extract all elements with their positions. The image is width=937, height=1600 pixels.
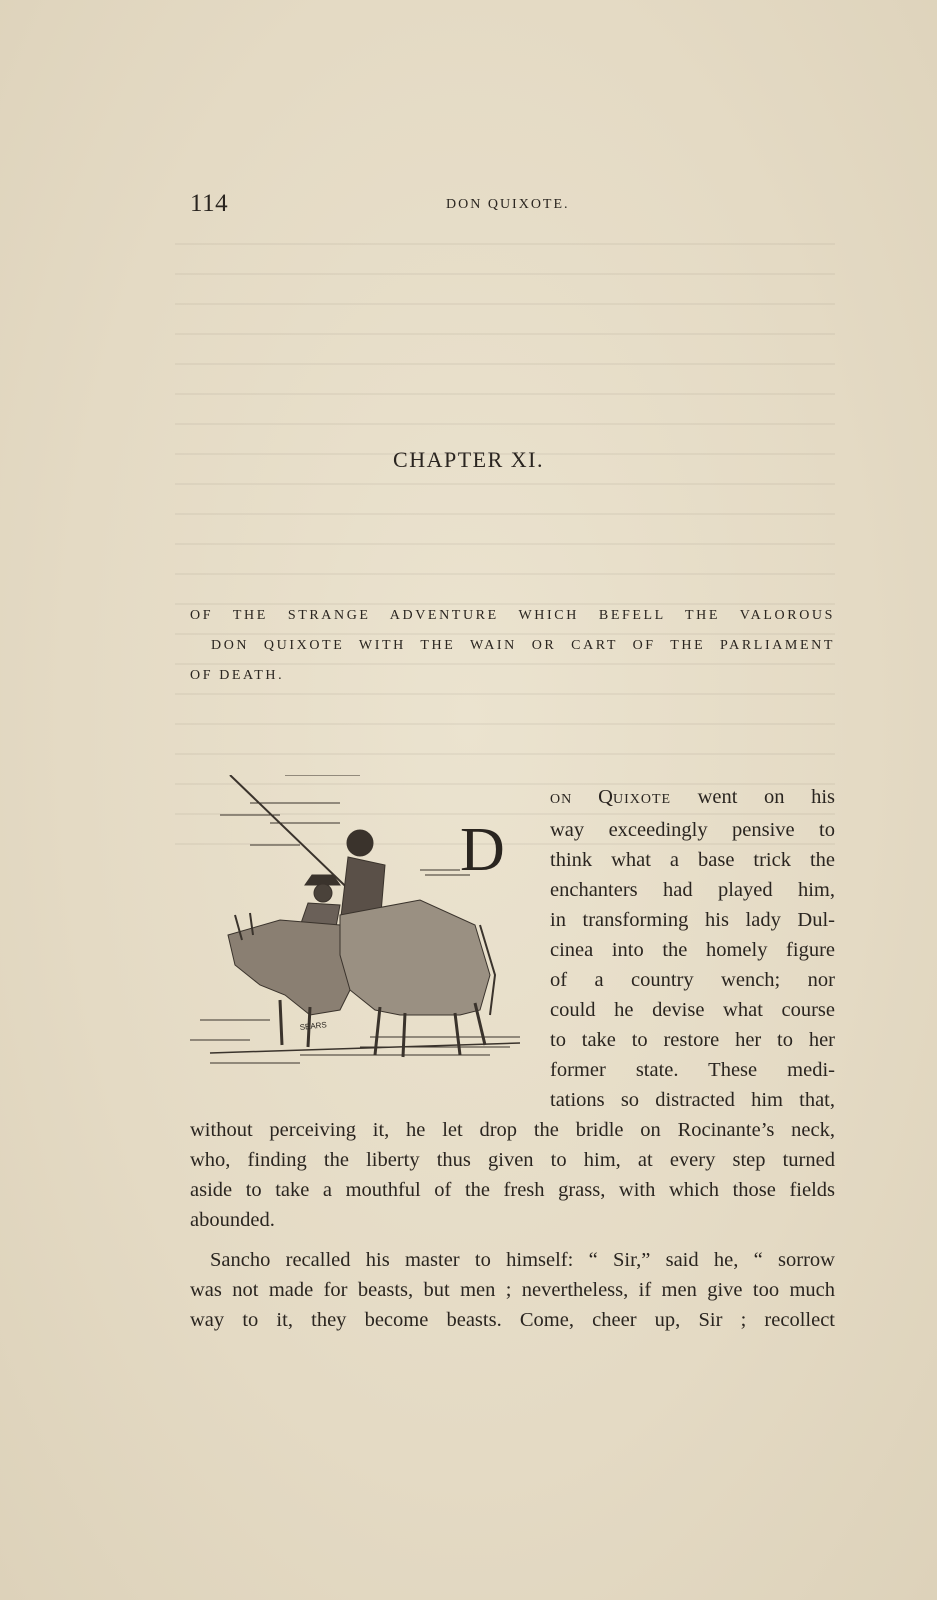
text-line: cinea into the homely figure <box>550 939 835 961</box>
page-number: 114 <box>190 190 229 217</box>
text-line: Sancho recalled his master to himself: “ Sir,” said he, “ sorrow <box>210 1249 835 1271</box>
text-line: abounded. <box>190 1209 275 1231</box>
text-line: without perceiving it, he let drop the bridle on Rocinante’s neck, <box>190 1119 835 1141</box>
text-line: way to it, they become beasts. Come, cheer up, Sir ; recollect <box>190 1309 835 1331</box>
paragraph-gap <box>190 1235 835 1245</box>
text-line: who, finding the liberty thus given to him, at every step turned <box>190 1149 835 1171</box>
summary-line: OF THE STRANGE ADVENTURE WHICH BEFELL THE VALOROUS <box>190 608 835 623</box>
text-line: enchanters had played him, <box>550 879 835 901</box>
text-line: of a country wench; nor <box>550 969 835 991</box>
text-line: was not made for beasts, but men ; nevertheless, if men give too much <box>190 1279 835 1301</box>
chapter-summary <box>190 601 835 691</box>
text-line: way exceedingly pensive to <box>550 819 835 841</box>
running-title: DON QUIXOTE. <box>446 197 570 212</box>
drop-cap: D <box>460 816 505 884</box>
chapter-title: CHAPTER XI. <box>393 447 544 472</box>
text-line: aside to take a mouthful of the fresh grass, with which those fields <box>190 1179 835 1201</box>
text-line: in transforming his lady Dul- <box>550 909 835 931</box>
chapter-body <box>190 782 835 1335</box>
text-line: to take to restore her to her <box>550 1029 835 1051</box>
summary-line: DON QUIXOTE WITH THE WAIN OR CART OF THE PARLIAMENT <box>211 638 835 653</box>
text-line: ON QUIXOTE went on his <box>550 786 835 808</box>
text-line: think what a base trick the <box>550 849 835 871</box>
text-line: former state. These medi- <box>550 1059 835 1081</box>
engraver-signature: SEARS <box>299 1020 328 1032</box>
show-through-texture <box>175 225 835 845</box>
summary-line: OF DEATH. <box>190 668 285 683</box>
text-line: tations so distracted him that, <box>550 1089 835 1111</box>
text-line: could he devise what course <box>550 999 835 1021</box>
